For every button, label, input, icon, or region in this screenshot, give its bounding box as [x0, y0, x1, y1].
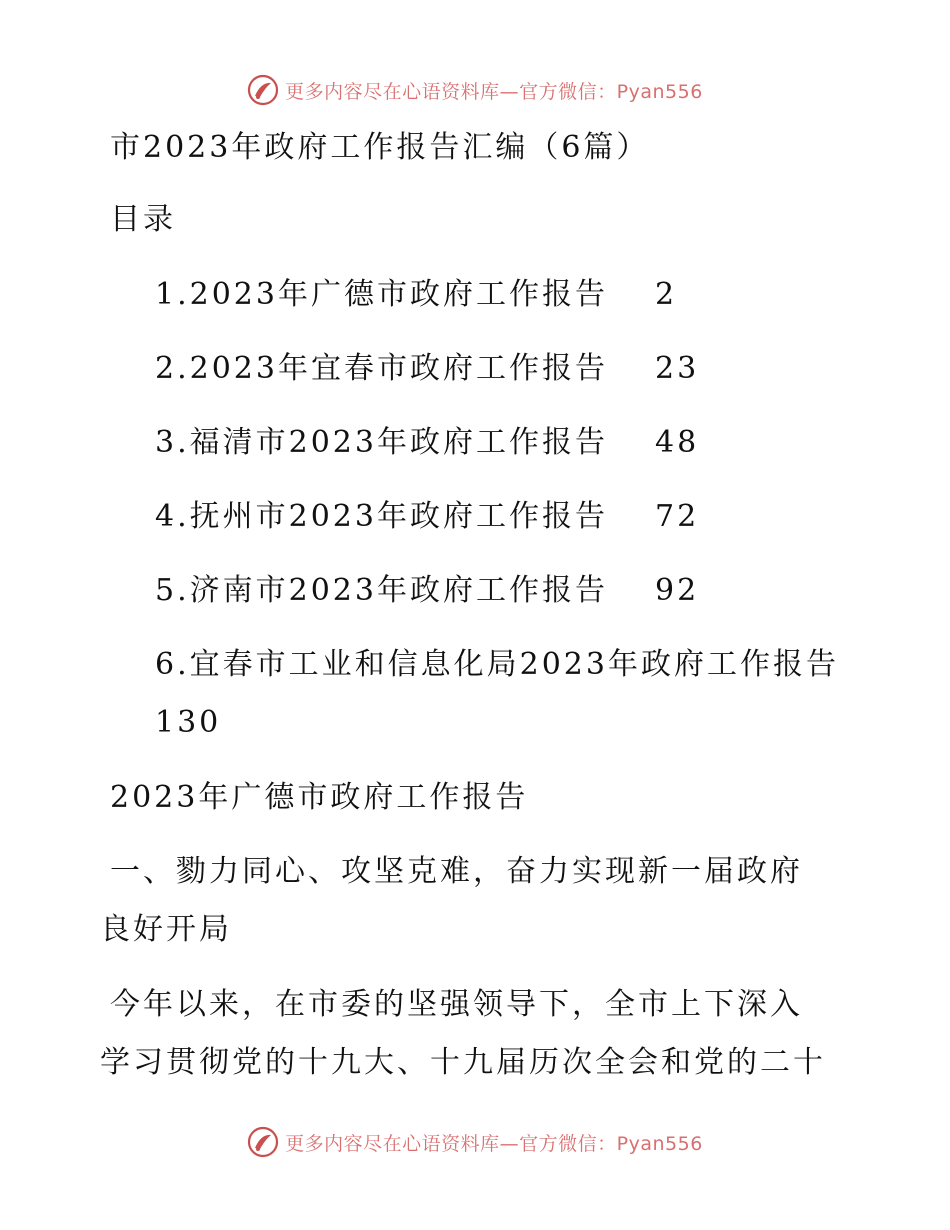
- toc-entry[interactable]: [155, 349, 715, 389]
- toc-entry-label: 4.抚州市2023年政府工作报告: [155, 499, 608, 534]
- document-title: 市2023年政府工作报告汇编（6篇）: [110, 130, 650, 165]
- toc-entry-page: 48: [655, 425, 700, 460]
- toc-entry[interactable]: [155, 423, 715, 463]
- section-heading: 一、勠力同心、攻坚克难，奋力实现新一届政府: [110, 854, 803, 889]
- body-paragraph-line: 学习贯彻党的十九大、十九届历次全会和党的二十: [100, 1045, 826, 1080]
- watermark-header: [0, 70, 950, 110]
- toc-entry-label: 1.2023年广德市政府工作报告: [155, 277, 608, 312]
- toc-entry-label[interactable]: 6.宜春市工业和信息化局2023年政府工作报告: [155, 647, 839, 682]
- logo-icon: [247, 74, 279, 106]
- watermark-text: 更多内容尽在心语资料库—官方微信：Pyan556: [285, 80, 703, 103]
- toc-entry-page: 130: [155, 705, 222, 740]
- toc-entry[interactable]: [155, 275, 715, 315]
- toc-entry-label: 2.2023年宜春市政府工作报告: [155, 351, 608, 386]
- toc-entry-page: 92: [655, 573, 700, 608]
- toc-entry[interactable]: [155, 571, 715, 611]
- toc-entry[interactable]: [155, 497, 715, 537]
- body-paragraph-line: 今年以来，在市委的坚强领导下，全市上下深入: [110, 987, 803, 1022]
- section-heading-cont: 良好开局: [100, 912, 232, 947]
- toc-entry-label: 3.福清市2023年政府工作报告: [155, 425, 608, 460]
- toc-entry-page: 2: [655, 277, 678, 312]
- toc-entry-page: 72: [655, 499, 700, 534]
- watermark-footer: [0, 1122, 950, 1162]
- watermark-text: 更多内容尽在心语资料库—官方微信：Pyan556: [285, 1132, 703, 1155]
- toc-entry-page: 23: [655, 351, 700, 386]
- toc-entry-label: 5.济南市2023年政府工作报告: [155, 573, 608, 608]
- logo-icon: [247, 1126, 279, 1158]
- section-title: 2023年广德市政府工作报告: [110, 780, 529, 815]
- toc-heading: 目录: [110, 202, 176, 237]
